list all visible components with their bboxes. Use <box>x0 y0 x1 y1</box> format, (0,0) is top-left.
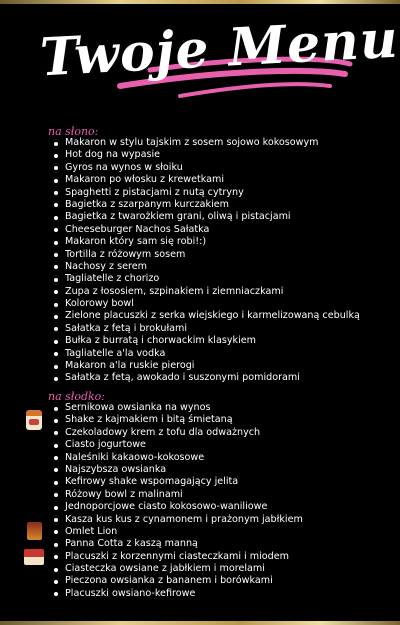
list-item: Bagietka z szarpanym kurczakiem <box>53 199 360 211</box>
list-item: Makaron który sam się robi!:) <box>53 236 360 248</box>
list-item: Pieczona owsianka z bananem i borówkami <box>53 575 303 587</box>
list-item: Gyros na wynos w słoiku <box>53 162 360 174</box>
list-item: Makaron po włosku z krewetkami <box>53 174 360 186</box>
salty-menu-list <box>53 137 360 385</box>
list-item: Ciasto jogurtowe <box>53 439 303 451</box>
list-item: Czekoladowy krem z tofu dla odważnych <box>53 427 303 439</box>
section-label-salty: na słono: <box>48 125 99 138</box>
list-item: Sałatka z fetą i brokułami <box>53 323 360 335</box>
list-item: Placuszki owsiano-kefirowe <box>53 588 303 600</box>
list-item: Panna Cotta z kaszą manną <box>53 538 303 550</box>
product-box-image <box>27 522 42 540</box>
list-item: Shake z kajmakiem i bitą śmietaną <box>53 414 303 426</box>
list-item: Różowy bowl z malinami <box>53 489 303 501</box>
list-item: Tagliatelle z chorizo <box>53 273 360 285</box>
sweet-menu-list <box>53 402 303 600</box>
gold-border-bottom <box>0 621 400 625</box>
list-item: Ciasteczka owsiane z jabłkiem i morelami <box>53 563 303 575</box>
list-item: Makaron a'la ruskie pierogi <box>53 360 360 372</box>
list-item: Zielone placuszki z serka wiejskiego i karmelizowaną cebulką <box>53 310 360 322</box>
list-item: Bułka z burratą i chorwackim klasykiem <box>53 335 360 347</box>
list-item: Jednoporcjowe ciasto kokosowo-waniliowe <box>53 501 303 513</box>
list-item: Bagietka z twarożkiem grani, oliwą i pistacjami <box>53 211 360 223</box>
list-item: Tagliatelle a'la vodka <box>53 348 360 360</box>
section-label-sweet: na słodko: <box>48 390 106 403</box>
product-bar-image <box>24 549 44 565</box>
gold-border-top <box>0 0 400 4</box>
list-item: Makaron w stylu tajskim z sosem sojowo kokosowym <box>53 137 360 149</box>
list-item: Sałatka z fetą, awokado i suszonymi pomidorami <box>53 372 360 384</box>
list-item: Tortilla z różowym sosem <box>53 249 360 261</box>
list-item: Kolorowy bowl <box>53 298 360 310</box>
list-item: Zupa z łososiem, szpinakiem i ziemniaczkami <box>53 286 360 298</box>
list-item: Omlet Lion <box>53 526 303 538</box>
list-item: Naleśniki kakaowo-kokosowe <box>53 452 303 464</box>
page-title: Twoje Menu <box>38 8 400 89</box>
yogurt-cup-image <box>26 410 42 430</box>
list-item: Najszybsza owsianka <box>53 464 303 476</box>
list-item: Sernikowa owsianka na wynos <box>53 402 303 414</box>
list-item: Spaghetti z pistacjami z nutą cytryny <box>53 187 360 199</box>
list-item: Placuszki z korzennymi ciasteczkami i miodem <box>53 551 303 563</box>
list-item: Nachosy z serem <box>53 261 360 273</box>
list-item: Cheeseburger Nachos Sałatka <box>53 224 360 236</box>
title-area <box>0 8 400 118</box>
list-item: Hot dog na wypasie <box>53 149 360 161</box>
list-item: Kefirowy shake wspomagający jelita <box>53 476 303 488</box>
list-item: Kasza kus kus z cynamonem i prażonym jabłkiem <box>53 514 303 526</box>
